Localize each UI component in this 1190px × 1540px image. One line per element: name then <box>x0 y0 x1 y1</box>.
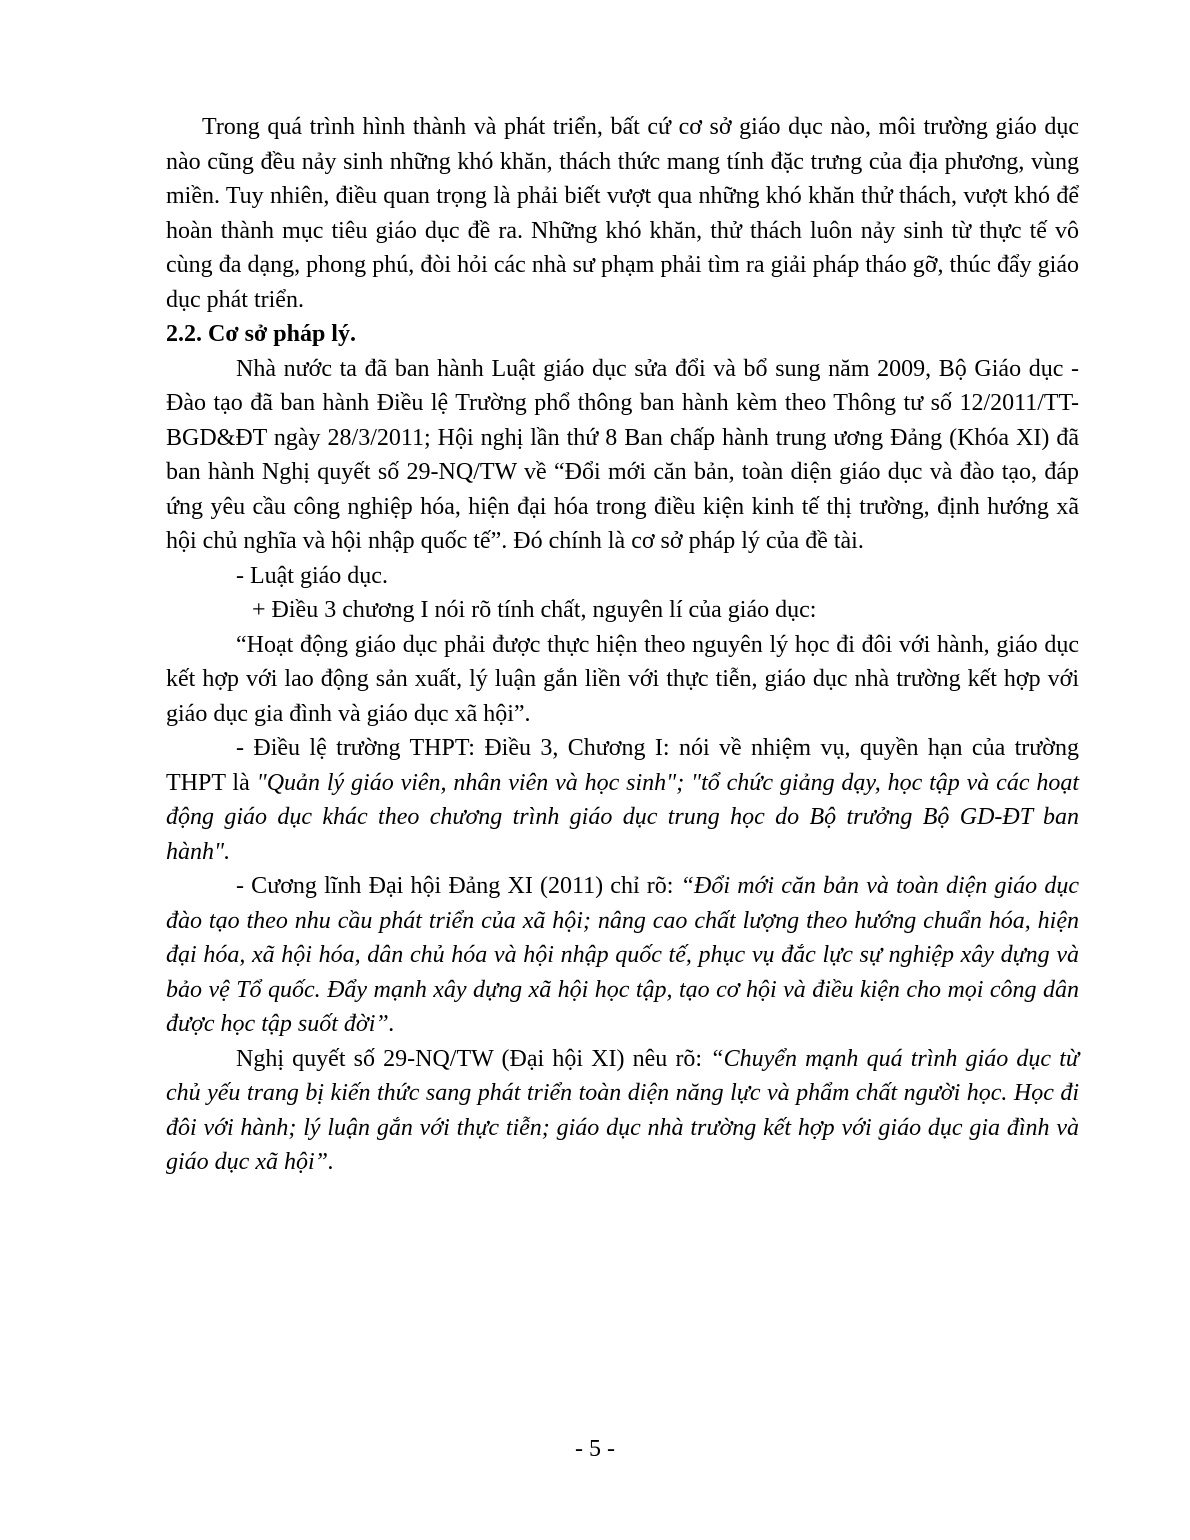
education-principle-quote: “Hoạt động giáo dục phải được thực hiện theo nguyên lý học đi đôi với hành, giáo dục kết hợp với lao động sản xuất, lý luận gắn liền với thực tiễn, giáo dục nhà trường kết hợp với giáo dục gia đình và giáo dục xã hội”. <box>166 631 1079 727</box>
school-charter-paragraph <box>166 731 1079 869</box>
resolution-quote: “Chuyển mạnh quá trình giáo dục từ chủ yếu trang bị kiến thức sang phát triển toàn diện năng lực và phẩm chất người học. Học đi đôi với hành; lý luận gắn với thực tiễn; giáo dục nhà trường kết hợp với giáo dục gia đình và giáo dục xã hội”. <box>166 1045 1080 1175</box>
resolution-text: Nghị quyết số 29-NQ/TW (Đại hội XI) nêu rõ: <box>236 1045 711 1072</box>
school-charter-quote: "Quản lý giáo viên, nhân viên và học sinh"; "tổ chức giảng dạy, học tập và các hoạt động giáo dục khác theo chương trình giáo dục trung học do Bộ trưởng Bộ GD-ĐT ban hành". <box>166 769 1079 865</box>
document-page <box>166 110 1079 1180</box>
party-platform-paragraph <box>166 869 1079 1042</box>
section-heading: 2.2. Cơ sở pháp lý. <box>166 321 356 347</box>
page-number: - 5 - <box>575 1436 615 1462</box>
law-list-item: - Luật giáo dục. <box>236 562 388 589</box>
party-platform-quote: “Đổi mới căn bản và toàn diện giáo dục đào tạo theo nhu cầu phát triển của xã hội; nâng cao chất lượng theo hướng chuẩn hóa, hiện đại hóa, xã hội hóa, dân chủ hóa và hội nhập quốc tế, phục vụ đắc lực sự nghiệp xây dựng và bảo vệ Tổ quốc. Đẩy mạnh xây dựng xã hội học tập, tạo cơ hội và điều kiện cho mọi công dân được học tập suốt đời”. <box>166 873 1079 1037</box>
school-charter-text: - Điều lệ trường THPT: Điều 3, Chương I: nói về nhiệm vụ, quyền hạn của trường THPT là <box>166 735 1079 796</box>
intro-paragraph: Trong quá trình hình thành và phát triển, bất cứ cơ sở giáo dục nào, môi trường giáo dục nào cũng đều nảy sinh những khó khăn, thách thức mang tính đặc trưng của địa phương, vùng miền. Tuy nhiên, điều quan trọng là phải biết vượt qua những khó khăn thử thách, vượt khó để hoàn thành mục tiêu giáo dục đề ra. Những khó khăn, thử thách luôn nảy sinh từ thực tế vô cùng đa dạng, phong phú, đòi hỏi các nhà sư phạm phải tìm ra giải pháp tháo gỡ, thúc đẩy giáo dục phát triển. <box>166 114 1079 313</box>
party-platform-text: - Cương lĩnh Đại hội Đảng XI (2011) chỉ rõ: <box>236 873 681 899</box>
legal-basis-paragraph: Nhà nước ta đã ban hành Luật giáo dục sửa đổi và bổ sung năm 2009, Bộ Giáo dục - Đào tạo đã ban hành Điều lệ Trường phổ thông ban hành kèm theo Thông tư số 12/2011/TT-BGD&ĐT ngày 28/3/2011; Hội nghị lần thứ 8 Ban chấp hành trung ương Đảng (Khóa XI) đã ban hành Nghị quyết số 29-NQ/TW về “Đổi mới căn bản, toàn diện giáo dục và đào tạo, đáp ứng yêu cầu công nghiệp hóa, hiện đại hóa trong điều kiện kinh tế thị trường, định hướng xã hội chủ nghĩa và hội nhập quốc tế”. Đó chính là cơ sở pháp lý của đề tài. <box>166 355 1079 554</box>
article-3-item: + Điều 3 chương I nói rõ tính chất, nguyên lí của giáo dục: <box>252 597 817 623</box>
resolution-paragraph <box>166 1042 1079 1180</box>
